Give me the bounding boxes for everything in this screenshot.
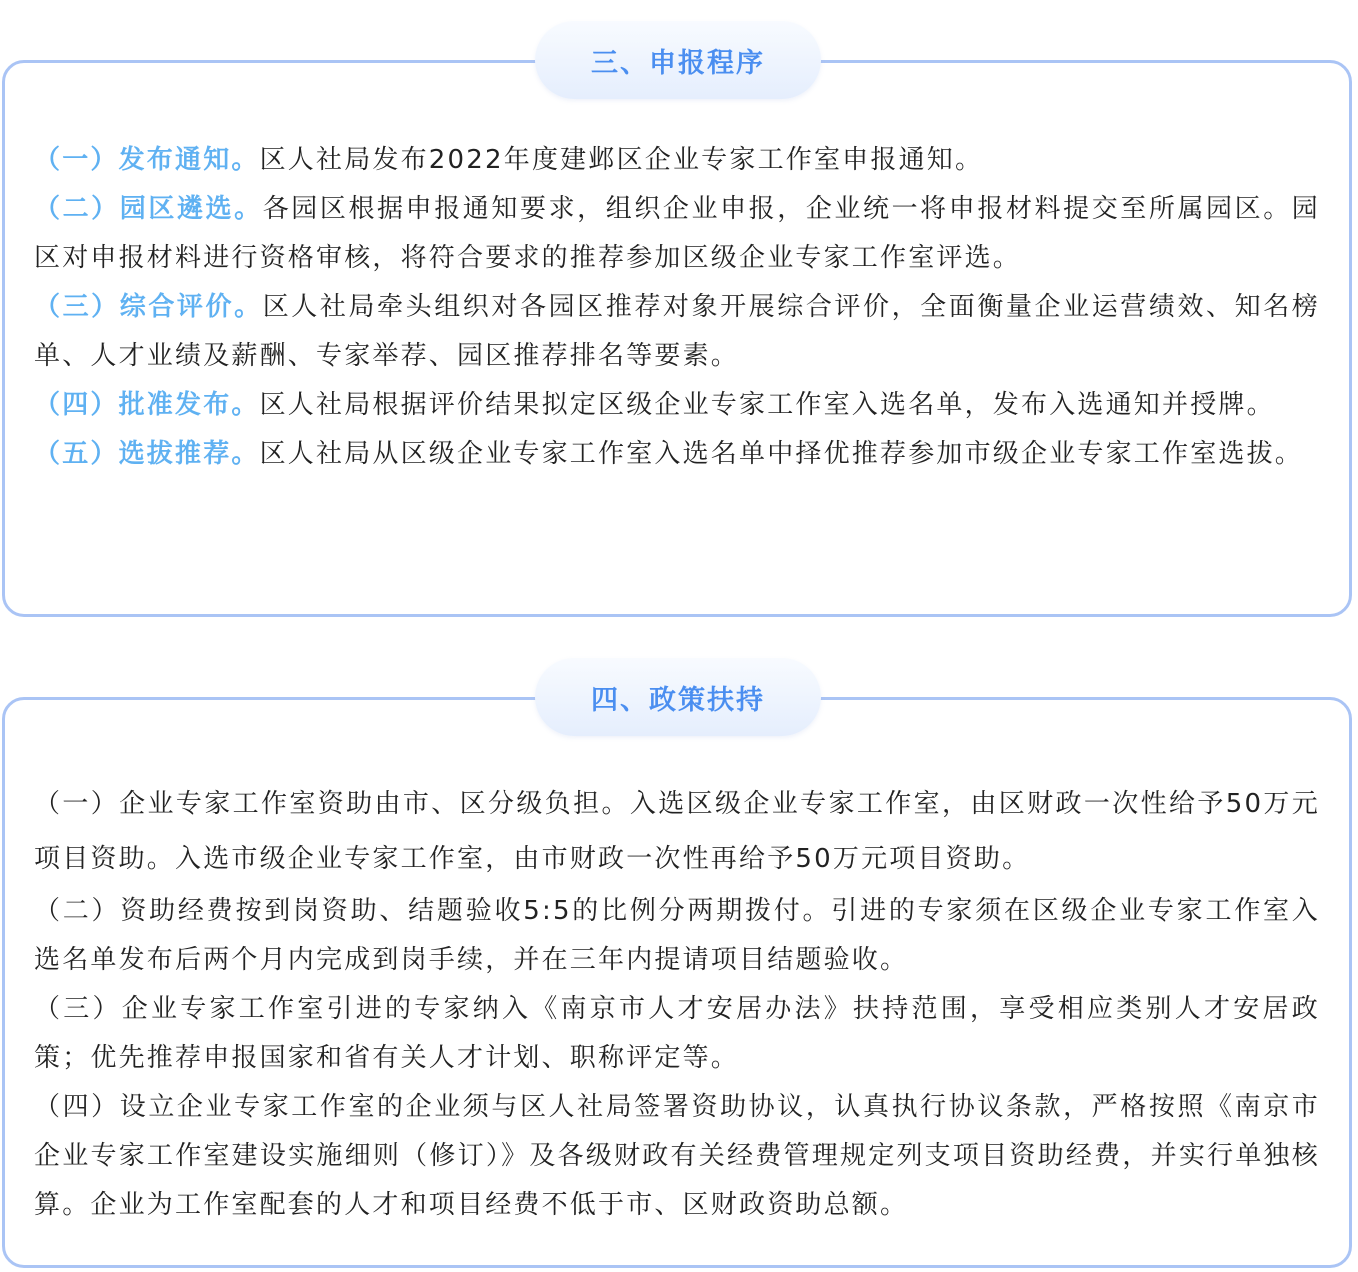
procedure-content [34,136,1320,479]
procedure-text: 区人社局牵头组织对各园区推荐对象开展综合评价，全面衡量企业运营绩效、知名榜单、人才业绩及薪酬、专家举荐、园区推荐排名等要素。 [34,292,1321,371]
policy-paragraph: （二）资助经费按到岗资助、结题验收5:5的比例分两期拨付。引进的专家须在区级企业专家工作室入选名单发布后两个月内完成到岗手续，并在三年内提请项目结题验收。 [34,896,1320,975]
procedure-item [34,283,1320,381]
procedure-label: （一）发布通知。 [34,145,260,175]
procedure-text: 区人社局发布2022年度建邺区企业专家工作室申报通知。 [259,145,984,175]
policy-paragraph: （一）企业专家工作室资助由市、区分级负担。入选区级企业专家工作室，由区财政一次性给予50万元项目资助。入选市级企业专家工作室，由市财政一次性再给予50万元项目资助。 [34,789,1320,874]
procedure-text: 区人社局从区级企业专家工作室入选名单中择优推荐参加市级企业专家工作室选拔。 [259,439,1304,469]
procedure-item [34,430,1320,479]
procedure-item [34,136,1320,185]
policy-paragraph: （三）企业专家工作室引进的专家纳入《南京市人才安居办法》扶持范围，享受相应类别人才安居政策；优先推荐申报国家和省有关人才计划、职称评定等。 [34,994,1320,1073]
policy-paragraph: （四）设立企业专家工作室的企业须与区人社局签署资助协议，认真执行协议条款，严格按照《南京市企业专家工作室建设实施细则（修订）》及各级财政有关经费管理规定列支项目资助经费，并实行单独核算。企业为工作室配套的人才和项目经费不低于市、区财政资助总额。 [34,1092,1320,1220]
procedure-label: （四）批准发布。 [34,390,260,420]
procedure-text: 区人社局根据评价结果拟定区级企业专家工作室入选名单，发布入选通知并授牌。 [259,390,1275,420]
section-title: 三、申报程序 [591,47,765,79]
procedure-label: （三）综合评价。 [34,292,263,322]
procedure-item [34,381,1320,430]
section-title-pill [535,658,821,736]
procedure-text: 各园区根据申报通知要求，组织企业申报，企业统一将申报材料提交至所属园区。园区对申报材料进行资格审核，将符合要求的推荐参加区级企业专家工作室评选。 [34,194,1321,273]
procedure-item [34,185,1320,283]
procedure-label: （五）选拔推荐。 [34,439,260,469]
section-title: 四、政策扶持 [591,684,765,716]
policy-content [34,777,1320,1230]
section-title-pill [535,21,821,99]
procedure-label: （二）园区遴选。 [34,194,263,224]
